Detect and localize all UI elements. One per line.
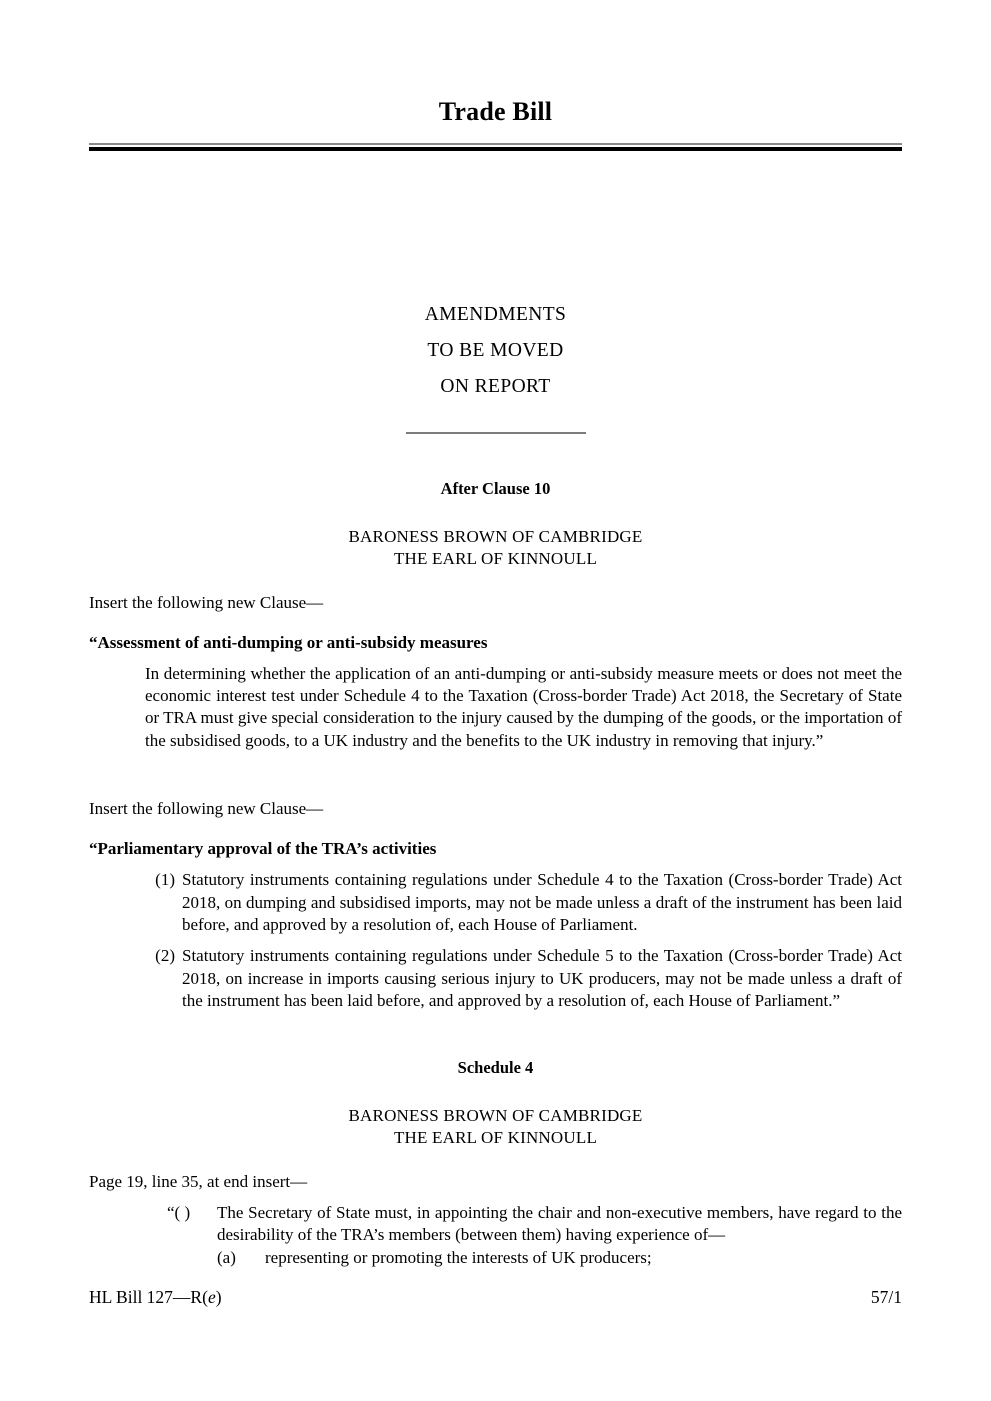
amendment-clause-title: “Parliamentary approval of the TRA’s activities — [89, 839, 437, 859]
item-text: Statutory instruments containing regulations under Schedule 4 to the Taxation (Cross-border Trade) Act 2018, on dumping and subsidised imports, may not be made unless a draft of the instrument has been laid before, and approved by a resolution of, each House of Parliament. — [182, 870, 902, 935]
page-title: Trade Bill — [438, 97, 553, 126]
amendment-block — [89, 592, 902, 753]
sponsor-list — [89, 526, 902, 570]
preamble-line-to-be-moved: TO BE MOVED — [427, 339, 564, 361]
section-heading: Schedule 4 — [457, 1057, 534, 1077]
item-text: The Secretary of State must, in appointing the chair and non-executive members, have regard to the desirability of the TRA’s members (between them) having experience of— — [217, 1202, 902, 1245]
item-marker: “( ) — [167, 1202, 191, 1222]
block-spacer — [89, 752, 902, 776]
sponsor-name: THE EARL OF KINNOULL — [393, 548, 598, 568]
page-footer — [89, 1287, 902, 1308]
section-heading: After Clause 10 — [440, 478, 551, 498]
page-number: 57/1 — [870, 1287, 902, 1307]
preamble-block — [89, 297, 902, 434]
sponsor-list — [89, 1105, 902, 1149]
sub-item — [217, 1247, 902, 1269]
bill-reference-suffix: ) — [215, 1287, 222, 1307]
amendment-block — [89, 1171, 902, 1270]
sub-item-text: representing or promoting the interests of UK producers; — [265, 1248, 652, 1268]
amendment-instruction: Insert the following new Clause— — [89, 799, 324, 819]
masthead — [89, 0, 902, 151]
quoted-insertion — [167, 1202, 902, 1247]
amendment-block — [89, 798, 902, 1012]
item-marker: (2) — [155, 946, 175, 966]
preamble-line-on-report: ON REPORT — [440, 375, 551, 397]
sponsor-name: BARONESS BROWN OF CAMBRIDGE — [348, 526, 643, 546]
amendment-instruction: Page 19, line 35, at end insert— — [89, 1171, 308, 1191]
item-marker: (1) — [155, 870, 175, 890]
preamble-line-amendments: AMENDMENTS — [424, 303, 567, 325]
numbered-item — [145, 869, 902, 936]
numbered-item — [145, 945, 902, 1012]
bill-reference-italic: e — [207, 1287, 216, 1307]
amendment-instruction: Insert the following new Clause— — [89, 592, 324, 612]
bill-reference — [89, 1287, 222, 1308]
sponsor-name: BARONESS BROWN OF CAMBRIDGE — [348, 1105, 643, 1125]
sponsor-name: THE EARL OF KINNOULL — [393, 1127, 598, 1147]
section-after-clause-10 — [89, 479, 902, 1013]
header-double-rule — [89, 143, 902, 151]
amendment-paragraph: In determining whether the application of an anti-dumping or anti-subsidy measure meets or does not meet the economic interest test under Schedule 4 to the Taxation (Cross-border Trade) Act 2018, the Secretary of State or TRA must give special consideration to the injury caused by the dumping of the goods, or the importation of the subsidised goods, to a UK industry and the benefits to the UK industry in removing that injury.” — [145, 663, 902, 750]
section-schedule-4 — [89, 1058, 902, 1270]
item-text: Statutory instruments containing regulations under Schedule 5 to the Taxation (Cross-border Trade) Act 2018, on increase in imports causing serious injury to UK producers, may not be made unless a draft of the instrument has been laid before, and approved by a resolution of, each House of Parliament.” — [182, 946, 902, 1011]
bill-reference-prefix: HL Bill 127—R( — [89, 1287, 208, 1307]
preamble-divider-rule — [406, 432, 586, 434]
header-rule-thick — [89, 147, 902, 151]
amendment-clause-title: “Assessment of anti-dumping or anti-subsidy measures — [89, 632, 488, 652]
sub-item-marker: (a) — [217, 1248, 236, 1268]
